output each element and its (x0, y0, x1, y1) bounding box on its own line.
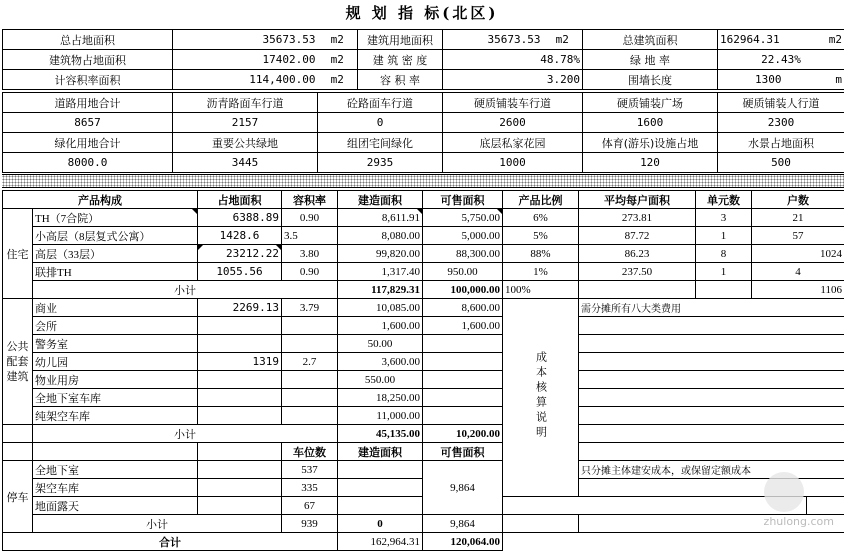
units: 1 (696, 263, 752, 281)
value-far: 3.200 (443, 70, 583, 90)
col-ratio: 产品比例 (503, 191, 579, 209)
watermark: zhulong.com (764, 515, 834, 528)
subtotal-spaces: 939 (282, 515, 338, 533)
land-area: 1319 (198, 353, 282, 371)
total-label: 合计 (3, 533, 338, 551)
label-far: 容 积 率 (358, 70, 443, 90)
label-water-area: 水景占地面积 (718, 133, 844, 153)
table-row (3, 299, 844, 317)
label-private-garden: 底层私家花园 (443, 133, 583, 153)
sale-area: 950.00 (423, 263, 503, 281)
value-hard-walkway: 2300 (718, 113, 844, 133)
subtotal-sale: 9,864 (423, 515, 503, 533)
label-hard-plaza: 硬质铺装广场 (583, 93, 718, 113)
subtotal-built: 0 (338, 515, 423, 533)
parking-type: 架空车库 (33, 479, 198, 497)
parking-spaces: 335 (282, 479, 338, 497)
value-sports-area: 120 (583, 153, 718, 173)
parking-spaces: 67 (282, 497, 338, 515)
product-name: 商业 (33, 299, 198, 317)
subtotal-built: 117,829.31 (338, 281, 423, 299)
total-sale: 120,064.00 (423, 533, 503, 551)
label-building-land-area: 建筑用地面积 (358, 30, 443, 50)
watermark-logo-icon (764, 472, 804, 512)
col-far: 容积率 (282, 191, 338, 209)
value-building-footprint: 17402.00 (173, 50, 318, 70)
value-public-green: 3445 (173, 153, 318, 173)
col-avg-area: 平均每户面积 (579, 191, 696, 209)
table-row (3, 209, 844, 227)
label-building-density: 建 筑 密 度 (358, 50, 443, 70)
product-name: 警务室 (33, 335, 198, 353)
subtotal-label: 小计 (33, 281, 338, 299)
label-total-building-area: 总建筑面积 (583, 30, 718, 50)
col-built-area: 建造面积 (338, 191, 423, 209)
built-area: 8,080.00 (338, 227, 423, 245)
subtotal-row (3, 515, 844, 533)
product-name: 纯架空车库 (33, 407, 198, 425)
table-row (3, 317, 844, 335)
label-road-total: 道路用地合计 (3, 93, 173, 113)
value-wall-length: 1300 m (718, 70, 844, 90)
value-building-density: 48.78% (443, 50, 583, 70)
built-area: 3,600.00 (338, 353, 423, 371)
label-concrete-road: 砼路面车行道 (318, 93, 443, 113)
ratio: 6% (503, 209, 579, 227)
sale-area: 5,750.00 (423, 209, 503, 227)
product-name: 小高层（8层复式公寓） (33, 227, 198, 245)
built-area: 1,317.40 (338, 263, 423, 281)
avg-area: 86.23 (579, 245, 696, 263)
land-area: 1428.6 (198, 227, 282, 245)
product-name: 全地下室车库 (33, 389, 198, 407)
subtotal-row (3, 281, 844, 299)
table-row (3, 461, 844, 479)
far: 3.5 (282, 227, 338, 245)
built-area: 1,600.00 (338, 317, 423, 335)
built-area: 18,250.00 (338, 389, 423, 407)
table-row (3, 371, 844, 389)
unit: m2 (318, 70, 358, 90)
table-row (3, 353, 844, 371)
ratio: 5% (503, 227, 579, 245)
parking-header-row (3, 443, 844, 461)
label-public-green: 重要公共绿地 (173, 133, 318, 153)
value-building-land-area: 35673.53 (443, 30, 543, 50)
subtotal-label: 小计 (33, 515, 282, 533)
col-units: 单元数 (696, 191, 752, 209)
land-area: 2269.13 (198, 299, 282, 317)
households: 57 (752, 227, 844, 245)
value-concrete-road: 0 (318, 113, 443, 133)
product-name: 幼儿园 (33, 353, 198, 371)
product-composition-table (2, 190, 844, 551)
cost-note-vertical: 成本核算说明 (503, 299, 579, 497)
avg-area: 237.50 (579, 263, 696, 281)
table-row (3, 407, 844, 425)
group-parking: 停车 (3, 461, 33, 533)
parking-type: 地面露天 (33, 497, 198, 515)
cost-note-2: 只分摊主体建安成本，或保留定额成本 (579, 461, 844, 479)
label-wall-length: 围墙长度 (583, 70, 718, 90)
label-sports-area: 体育(游乐)设施占地 (583, 133, 718, 153)
built-area: 11,000.00 (338, 407, 423, 425)
land-area: 1055.56 (198, 263, 282, 281)
subtotal-ratio: 100% (503, 281, 579, 299)
parking-spaces: 537 (282, 461, 338, 479)
far: 2.7 (282, 353, 338, 371)
product-name: TH（7合院） (33, 209, 198, 227)
unit: m2 (318, 50, 358, 70)
label-green-total: 绿化用地合计 (3, 133, 173, 153)
subtotal-sale: 10,200.00 (423, 425, 503, 443)
value-private-garden: 1000 (443, 153, 583, 173)
value-road-total: 8657 (3, 113, 173, 133)
value-asphalt-road: 2157 (173, 113, 318, 133)
built-area: 8,611.91 (338, 209, 423, 227)
value-total-building-area: 162964.31 m2 (718, 30, 844, 50)
units: 3 (696, 209, 752, 227)
cost-note-1: 需分摊所有八大类费用 (579, 299, 844, 317)
table-row (3, 389, 844, 407)
label-far-area: 计容积率面积 (3, 70, 173, 90)
sale-area: 5,000.00 (423, 227, 503, 245)
table-row (3, 263, 844, 281)
unit: m2 (318, 30, 358, 50)
avg-area: 87.72 (579, 227, 696, 245)
far: 3.79 (282, 299, 338, 317)
group-residential: 住宅 (3, 209, 33, 299)
label-green-ratio: 绿 地 率 (583, 50, 718, 70)
product-name: 高层（33层） (33, 245, 198, 263)
households: 1024 (752, 245, 844, 263)
subtotal-sale: 100,000.00 (423, 281, 503, 299)
planning-indicators-table (2, 29, 844, 90)
subtotal-label: 小计 (33, 425, 338, 443)
table-row (3, 245, 844, 263)
value-far-area: 114,400.00 (173, 70, 318, 90)
far: 3.80 (282, 245, 338, 263)
households: 4 (752, 263, 844, 281)
value-cluster-green: 2935 (318, 153, 443, 173)
land-area: 23212.22 (198, 245, 282, 263)
label-asphalt-road: 沥青路面车行道 (173, 93, 318, 113)
product-name: 会所 (33, 317, 198, 335)
value-total-land-area: 35673.53 (173, 30, 318, 50)
built-area: 10,085.00 (338, 299, 423, 317)
subtotal-built: 45,135.00 (338, 425, 423, 443)
total-built: 162,964.31 (338, 533, 423, 551)
section-divider (2, 174, 844, 188)
far: 0.90 (282, 209, 338, 227)
far: 0.90 (282, 263, 338, 281)
parking-sale-area: 9,864 (423, 461, 503, 515)
value-hard-plaza: 1600 (583, 113, 718, 133)
total-row (3, 533, 844, 551)
sale-area: 1,600.00 (423, 317, 503, 335)
group-public: 公共配套建筑 (3, 299, 33, 425)
col-product: 产品构成 (3, 191, 198, 209)
sale-area: 88,300.00 (423, 245, 503, 263)
built-area: 550.00 (338, 371, 423, 389)
col-land-area: 占地面积 (198, 191, 282, 209)
subtotal-households: 1106 (752, 281, 844, 299)
label-cluster-green: 组团宅间绿化 (318, 133, 443, 153)
col-households: 户数 (752, 191, 844, 209)
table-row (3, 227, 844, 245)
households: 21 (752, 209, 844, 227)
table-row (3, 335, 844, 353)
value-hard-road: 2600 (443, 113, 583, 133)
col-built-area: 建造面积 (338, 443, 423, 461)
units: 8 (696, 245, 752, 263)
land-area: 6388.89 (198, 209, 282, 227)
unit: m2 (543, 30, 583, 50)
label-total-land-area: 总占地面积 (3, 30, 173, 50)
value-green-ratio: 22.43% (718, 50, 844, 70)
avg-area: 273.81 (579, 209, 696, 227)
label-hard-walkway: 硬质铺装人行道 (718, 93, 844, 113)
units: 1 (696, 227, 752, 245)
subtotal-row (3, 425, 844, 443)
col-sale-area: 可售面积 (423, 443, 503, 461)
col-sale-area: 可售面积 (423, 191, 503, 209)
ratio: 1% (503, 263, 579, 281)
product-name: 物业用房 (33, 371, 198, 389)
page-title: 规 划 指 标(北区) (0, 0, 844, 28)
ratio: 88% (503, 245, 579, 263)
built-area: 99,820.00 (338, 245, 423, 263)
land-use-table (2, 92, 844, 173)
value-green-total: 8000.0 (3, 153, 173, 173)
label-hard-road: 硬质铺装车行道 (443, 93, 583, 113)
value-water-area: 500 (718, 153, 844, 173)
parking-type: 全地下室 (33, 461, 198, 479)
product-name: 联排TH (33, 263, 198, 281)
label-building-footprint: 建筑物占地面积 (3, 50, 173, 70)
col-spaces: 车位数 (282, 443, 338, 461)
built-area: 50.00 (338, 335, 423, 353)
sale-area: 8,600.00 (423, 299, 503, 317)
